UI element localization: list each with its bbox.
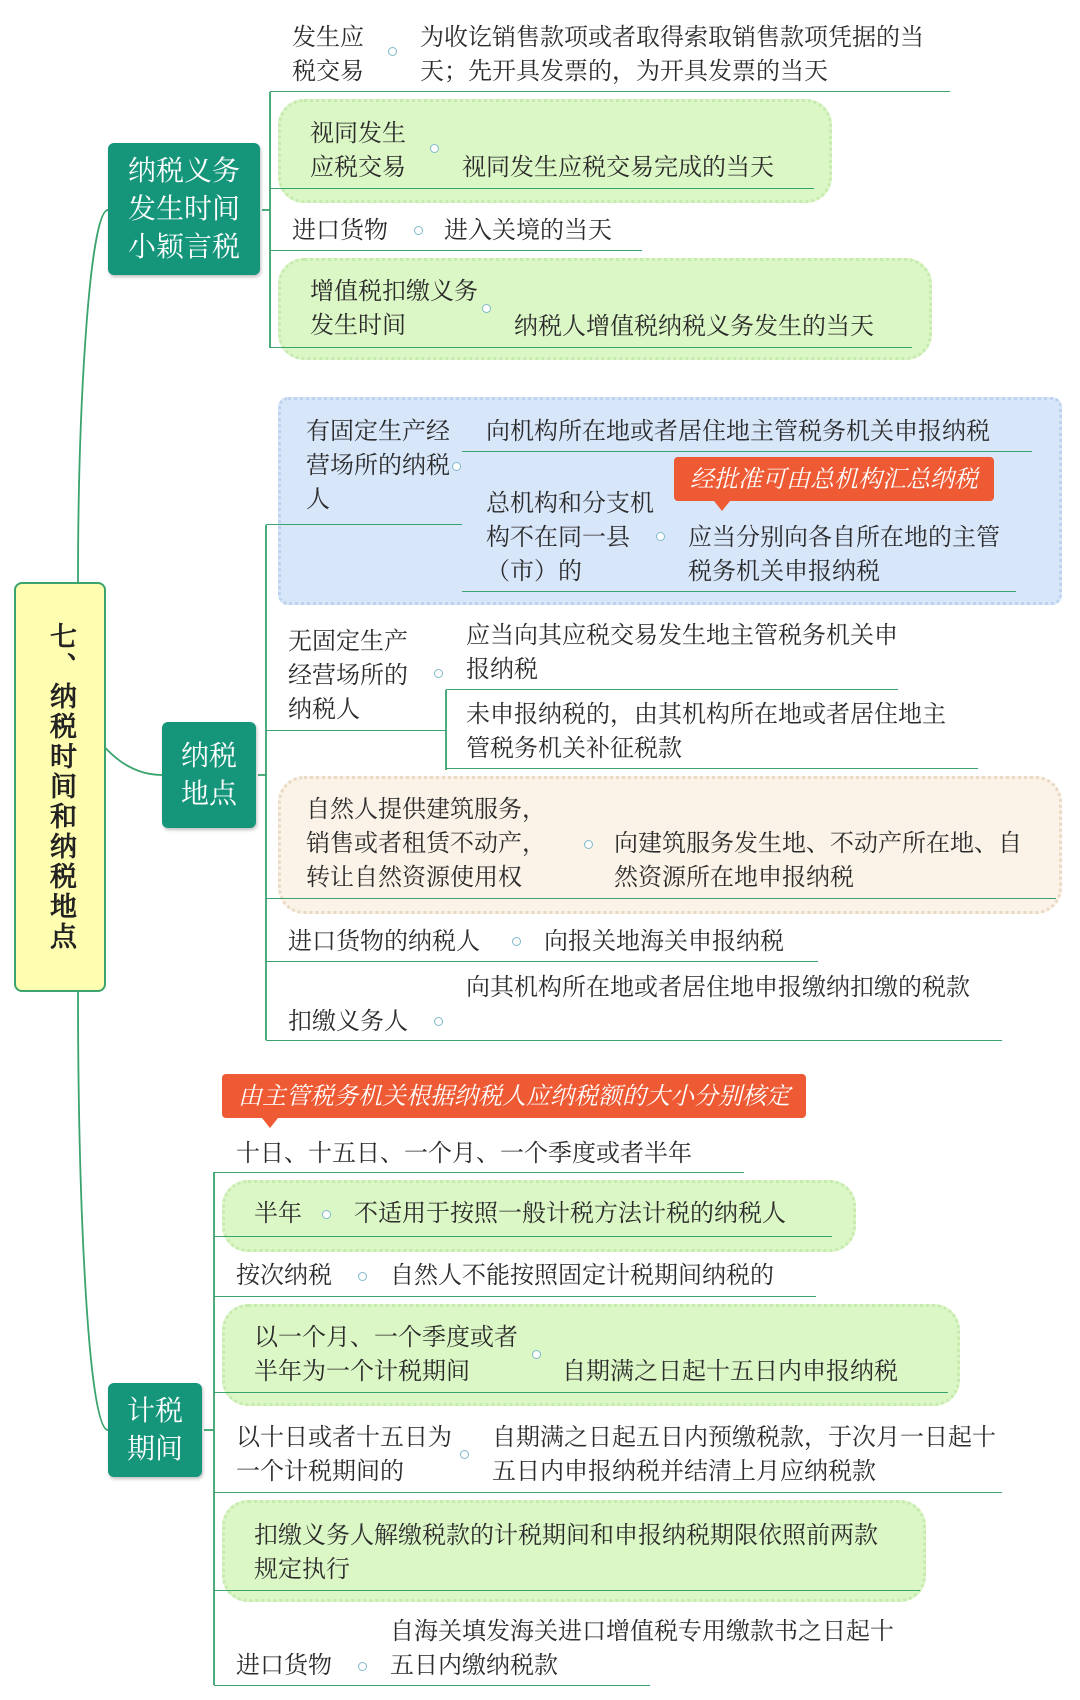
b2-withhold-value: 向其机构所在地或者居住地申报缴纳扣缴的税款 [466, 973, 970, 1001]
root-node [14, 582, 106, 992]
b2-withhold-dot [434, 1017, 443, 1026]
b3-periods-underline [214, 1172, 744, 1173]
b2-fixed-underline [266, 524, 462, 525]
b1-underline-3 [270, 250, 642, 251]
b2-fixed-dot [452, 462, 461, 471]
b2-fixed-value1: 向机构所在地或者居住地主管税务机关申报纳税 [486, 417, 990, 445]
b3-halfyear-dot [322, 1210, 331, 1219]
b3-tenday-dot [460, 1450, 469, 1459]
b3-month-dot [532, 1350, 541, 1359]
b3-month-key: 以一个月、一个季度或者半年为一个计税期间 [254, 1323, 518, 1385]
b1-value-1: 为收讫销售款项或者取得索取销售款项凭据的当天；先开具发票的，为开具发票的当天 [420, 23, 924, 85]
b1-value-2: 视同发生应税交易完成的当天 [462, 153, 774, 181]
b1-key-2: 视同发生应税交易 [310, 119, 406, 181]
b1-value-3: 进入关境的当天 [444, 216, 612, 244]
b3-month-underline [214, 1392, 948, 1393]
b2-natural-key: 自然人提供建筑服务，销售或者租赁不动产，转让自然资源使用权 [306, 795, 546, 891]
b3-import-underline [214, 1685, 650, 1686]
b3-halfyear-key: 半年 [254, 1199, 302, 1227]
b3-withhold: 扣缴义务人解缴税款的计税期间和申报纳税期限依照前两款规定执行 [254, 1521, 878, 1583]
b2-withhold-underline [266, 1040, 1002, 1041]
b3-pertime-underline [214, 1296, 816, 1297]
b1-underline-4 [270, 347, 912, 348]
b3-import-key: 进口货物 [236, 1651, 332, 1679]
b2-nonfixed-dot [434, 669, 443, 678]
b2-nonfixed-key: 无固定生产经营场所的纳税人 [288, 627, 408, 723]
b2-fixed-subkey: 总机构和分支机构不在同一县（市）的 [486, 489, 654, 585]
branch-tax-obligation-time: 纳税义务发生时间小颖言税 [108, 143, 260, 275]
b3-pertime-dot [358, 1272, 367, 1281]
b1-dot-1 [388, 47, 397, 56]
b2-withhold-key: 扣缴义务人 [288, 1007, 408, 1035]
b2-nonfixed-value1: 应当向其应税交易发生地主管税务机关申报纳税 [466, 621, 898, 683]
b1-value-4: 纳税人增值税纳税义务发生的当天 [514, 312, 874, 340]
b2-fixed-sub-underline [462, 591, 1016, 592]
b1-dot-3 [414, 226, 423, 235]
b2-nonfixed-value2-underline [446, 768, 978, 769]
b2-fixed-subdot [656, 532, 665, 541]
root-label: 七、纳税时间和纳税地点 [45, 622, 76, 952]
b3-month-value: 自期满之日起十五日内申报纳税 [562, 1357, 898, 1385]
b2-nonfixed-underline [266, 730, 446, 731]
b2-natural-underline [266, 898, 1056, 899]
b3-tenday-key: 以十日或者十五日为一个计税期间的 [236, 1423, 452, 1485]
b1-underline-2 [270, 188, 814, 189]
b1-dot-2 [430, 144, 439, 153]
b2-fixed-callout: 经批准可由总机构汇总纳税 [674, 457, 994, 501]
b2-import-underline [266, 961, 818, 962]
b3-halfyear-value: 不适用于按照一般计税方法计税的纳税人 [354, 1199, 786, 1227]
b3-withhold-underline [214, 1590, 920, 1591]
b3-import-dot [358, 1662, 367, 1671]
b1-key-3: 进口货物 [292, 216, 388, 244]
branch-tax-location: 纳税地点 [162, 722, 256, 828]
b2-fixed-subvalue: 应当分别向各自所在地的主管税务机关申报纳税 [688, 523, 1000, 585]
b2-nonfixed-value2: 未申报纳税的，由其机构所在地或者居住地主管税务机关补征税款 [466, 700, 946, 762]
b2-import-value: 向报关地海关申报纳税 [544, 927, 784, 955]
b3-pertime-value: 自然人不能按照固定计税期间纳税的 [390, 1261, 774, 1289]
b2-import-dot [512, 937, 521, 946]
b3-periods: 十日、十五日、一个月、一个季度或者半年 [236, 1139, 692, 1167]
b3-halfyear-underline [214, 1236, 832, 1237]
b1-dot-4 [482, 304, 491, 313]
b2-natural-dot [584, 840, 593, 849]
b3-pertime-key: 按次纳税 [236, 1261, 332, 1289]
b3-import-value: 自海关填发海关进口增值税专用缴款书之日起十五日内缴纳税款 [390, 1617, 894, 1679]
branch-tax-period: 计税期间 [108, 1383, 202, 1477]
b3-tenday-value: 自期满之日起五日内预缴税款，于次月一日起十五日内申报纳税并结清上月应纳税款 [492, 1423, 996, 1485]
b1-key-1: 发生应税交易 [292, 23, 364, 85]
b3-tenday-underline [214, 1492, 1002, 1493]
b2-nonfixed-value1-underline [446, 689, 898, 690]
b3-callout: 由主管税务机关根据纳税人应纳税额的大小分别核定 [222, 1074, 806, 1118]
b2-fixed-value1-underline [462, 451, 1032, 452]
b2-fixed-key: 有固定生产经营场所的纳税人 [306, 417, 450, 513]
b2-natural-value: 向建筑服务发生地、不动产所在地、自然资源所在地申报纳税 [614, 829, 1022, 891]
b2-import-key: 进口货物的纳税人 [288, 927, 480, 955]
b1-underline-1 [270, 91, 950, 92]
b1-key-4: 增值税扣缴义务发生时间 [310, 277, 478, 339]
